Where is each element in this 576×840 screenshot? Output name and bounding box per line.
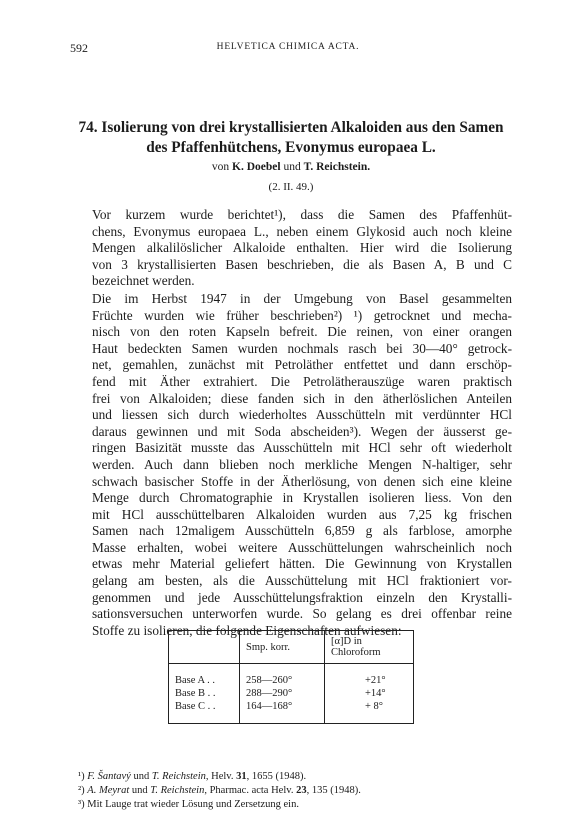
table-cell-rotation: +14° [325, 687, 414, 700]
text-line: frei von Alkaloiden; diese fanden sich in den ätherlöslichen Anteilen [92, 390, 512, 406]
text-line: von 3 krystallisierten Basen beschrieben, die als Basen A, B und C [92, 256, 512, 272]
footnote-marker: ³) [78, 799, 85, 810]
footnotes [78, 770, 512, 812]
table-row [169, 664, 414, 688]
text-line: mit HCl ausschüttelbaren Alkaloiden wurden aus 7,25 kg frischen [92, 506, 512, 522]
table-cell-melting-point: 288—290° [240, 687, 325, 700]
text-line: Früchte wurden wie früher beschrieben²) ¹) getrocknet und mecha- [92, 307, 512, 323]
text-line: net, gemahlen, zunächst mit Petroläther entfettet und dann erschöp- [92, 357, 512, 373]
paragraph-2 [70, 291, 512, 639]
table-cell-melting-point: 164—168° [240, 700, 325, 724]
footnote-2 [78, 784, 512, 798]
text-line: Haut bedeckten Samen wurden nochmals rasch bei 30—40° getrock- [92, 340, 512, 356]
text-line: daraus gewinnen und mit Soda abscheiden³). Wegen der äusserst ge- [92, 423, 512, 439]
table-cell-base: Base A . . [169, 664, 240, 688]
text-line: werden. Auch dann blieben noch merkliche Mengen N-haltiger, sehr [92, 456, 512, 472]
text-line: gelang am besten, als die Ausschüttelung mit HCl fraktioniert vor- [92, 573, 512, 589]
text-line: Samen nach 12maligem Ausschütteln 6,859 g als farblose, amorphe [92, 523, 512, 539]
text-line: Stoffe zu isolieren, die folgende Eigenschaften aufwiesen: [92, 622, 402, 638]
text-line: und liessen sich durch wiederholtes Ausschütteln mit verdünnter HCl [92, 407, 512, 423]
text-line: Masse erhalten, wobei weitere Ausschüttelungen wahrscheinlich noch [92, 539, 512, 555]
footnote-text: und [129, 785, 151, 796]
paragraph-1 [70, 207, 512, 290]
title-line-2: des Pfaffenhütchens, Evonymus europaea L. [146, 139, 436, 156]
text-line: etwas mehr Material geliefert hätten. Die Gewinnung von Krystallen [92, 556, 512, 572]
footnote-author: F. Šantavý [87, 771, 131, 782]
running-head-journal: HELVETICA CHIMICA ACTA. [216, 42, 360, 52]
page-number: 592 [70, 41, 88, 55]
text-line: schwach basischer Stoffe in der Ätherlösung, von denen sich eine kleine [92, 473, 512, 489]
footnote-3 [78, 798, 512, 812]
table-cell-rotation: +21° [325, 664, 414, 688]
table-cell-base: Base C . . [169, 700, 240, 724]
text-line: Die im Herbst 1947 in der Umgebung von Basel gesammelten [92, 290, 512, 306]
footnote-text: , 1655 (1948). [246, 771, 307, 782]
table-cell-base: Base B . . [169, 687, 240, 700]
text-line: Menge durch Chromatographie in Krystallen isolieren liess. Von den [92, 490, 512, 506]
by-word: von [211, 161, 230, 173]
table-header-rotation: [α]D in Chloroform [325, 631, 414, 664]
table-cell-melting-point: 258—260° [240, 664, 325, 688]
received-date: (2. II. 49.) [268, 181, 314, 193]
footnote-text: Mit Lauge trat wieder Lösung und Zersetzung ein. [87, 799, 299, 810]
footnote-text: , Helv. [205, 771, 237, 782]
text-line: genommen und jede Ausschüttelungsfraktion einzeln den Krystalli- [92, 589, 512, 605]
and-word: und [283, 161, 301, 173]
footnote-author: A. Meyrat [87, 785, 130, 796]
table-header-empty [169, 631, 240, 664]
text-line: fend mit Äther extrahiert. Die Petrolätherauszüge waren praktisch [92, 373, 512, 389]
table-row [169, 700, 414, 724]
text-line: sationsversuchen unterworfen wurde. So gelang es drei offenbar reine [92, 606, 512, 622]
text-line: ringen Basizität musste das Ausschütteln mit HCl sehr oft wiederholt [92, 440, 512, 456]
table-cell-rotation: + 8° [325, 700, 414, 724]
text-line: Vor kurzem wurde berichtet¹), dass die Samen des Pfaffenhüt- [92, 207, 512, 222]
footnote-1 [78, 770, 512, 784]
footnote-author: T. Reichstein [151, 771, 206, 782]
footnote-text: , Pharmac. acta Helv. [204, 785, 297, 796]
author-reichstein: T. Reichstein. [303, 161, 371, 173]
article-title [70, 118, 512, 158]
properties-table [168, 630, 414, 724]
text-line: Mengen alkalilöslicher Alkaloide enthalten. Hier wird die Isolierung [92, 240, 512, 256]
text-line: chens, Evonymus europaea L., neben einem Glykosid auch noch kleine [92, 223, 512, 239]
footnote-text: , 135 (1948). [306, 785, 361, 796]
footnote-volume: 31 [236, 771, 247, 782]
footnote-volume: 23 [296, 785, 307, 796]
footnote-text: und [130, 771, 152, 782]
author-doebel: K. Doebel [232, 161, 281, 173]
table-header-row [169, 631, 414, 664]
text-line: nisch von den roten Kapseln befreit. Die reinen, von einer orangen [92, 324, 512, 340]
table-row [169, 687, 414, 700]
footnote-marker: ¹) [78, 771, 85, 782]
authors-line [70, 161, 512, 173]
footnote-marker: ²) [78, 785, 85, 796]
article-body [70, 207, 512, 639]
footnote-author: T. Reichstein [150, 785, 205, 796]
text-line: bezeichnet werden. [92, 273, 195, 289]
table-header-melting-point: Smp. korr. [240, 631, 325, 664]
title-line-1: 74. Isolierung von drei krystallisierten Alkaloiden aus den Samen [78, 119, 504, 136]
